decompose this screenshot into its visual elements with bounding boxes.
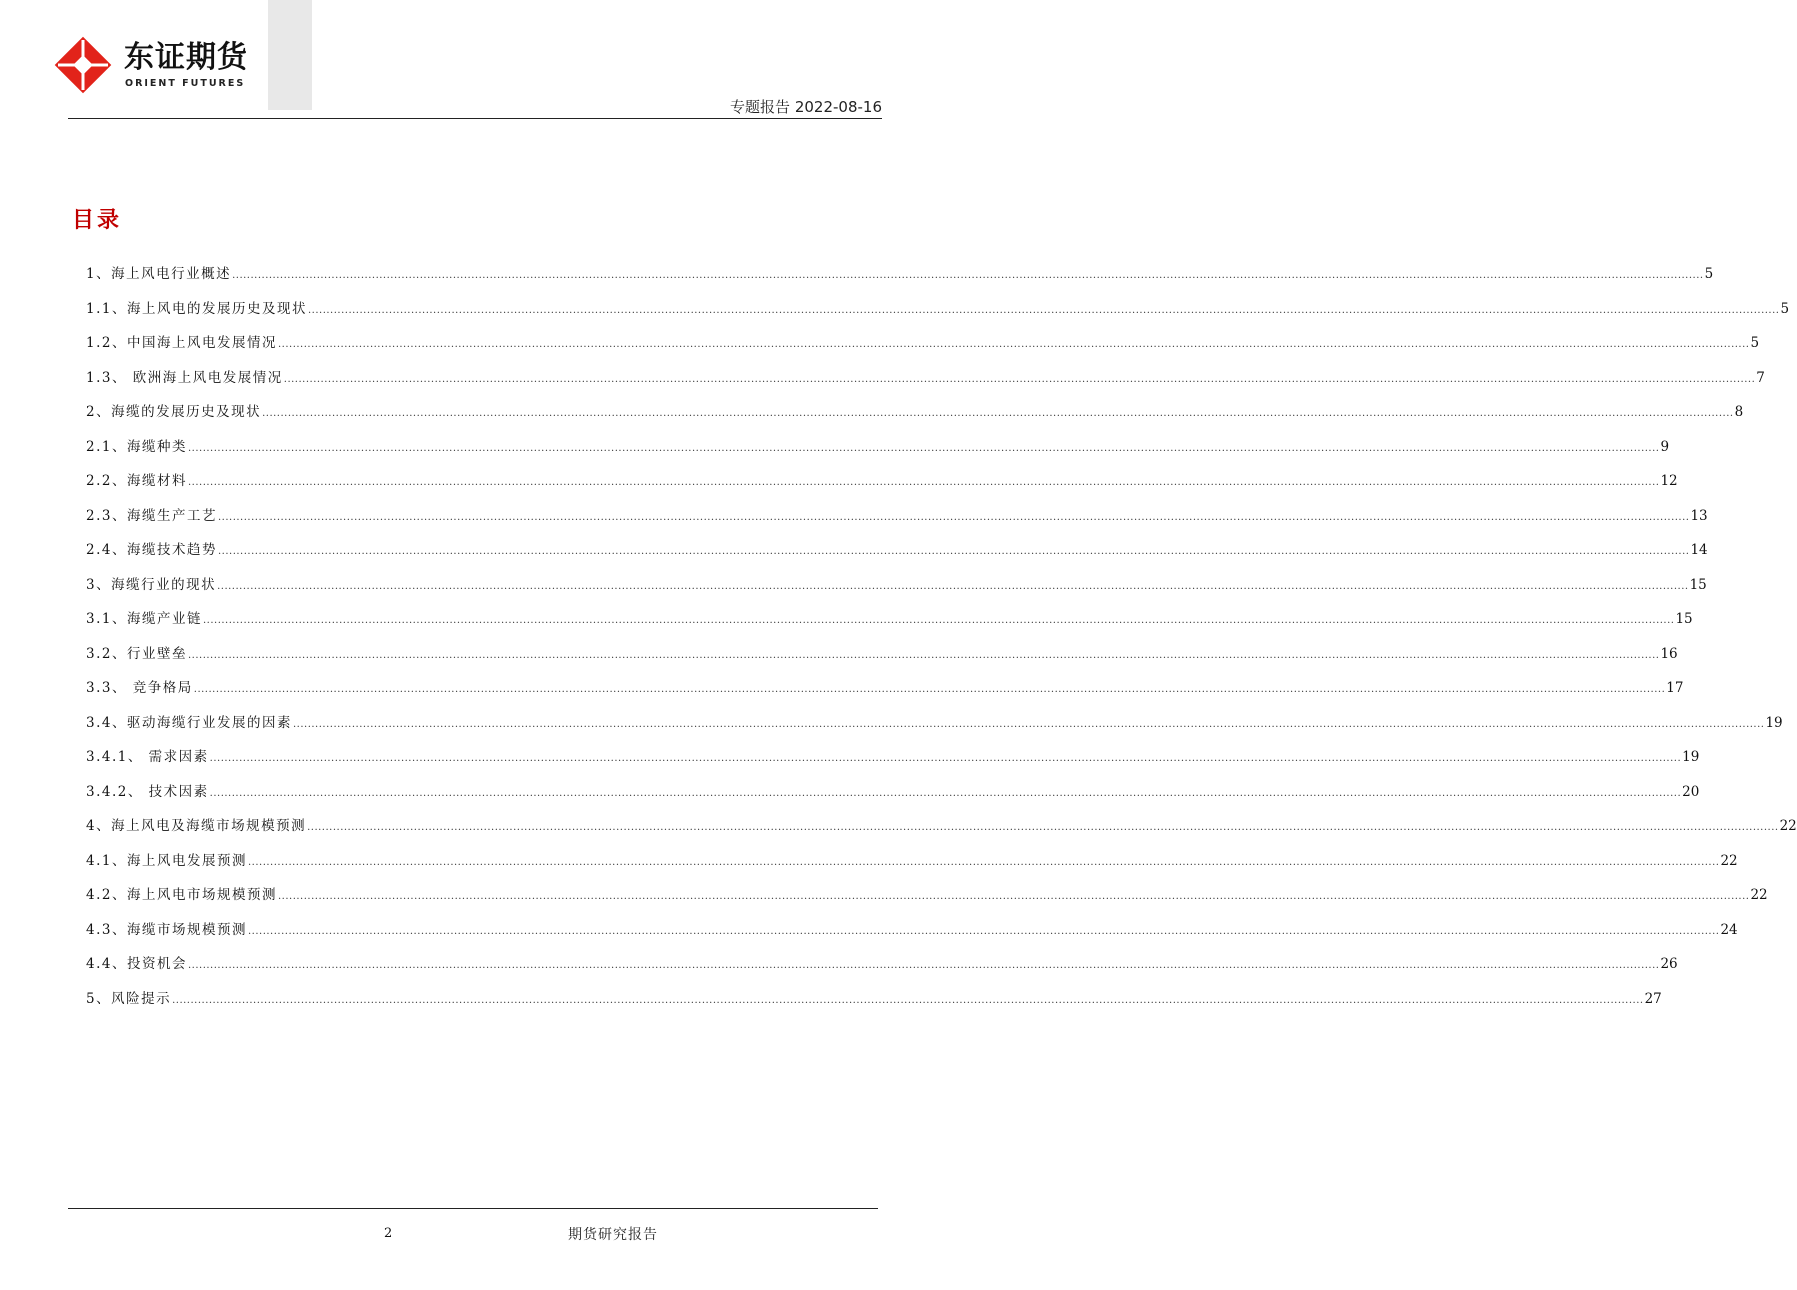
toc-dot-leader: ................................................................................................................................................................................................................................................................................................................................................................................................................ [217,580,1689,592]
toc-dot-leader: ................................................................................................................................................................................................................................................................................................................................................................................................................ [247,856,1720,868]
toc-entry[interactable] [86,366,1765,401]
toc-entry-label: 4、海上风电及海缆市场规模预测 [86,818,307,834]
toc-entry-page: 8 [1734,404,1744,420]
toc-entry[interactable] [86,400,1744,435]
toc-entry[interactable] [86,849,1738,884]
toc-entry-page: 5 [1704,266,1714,282]
toc-entry-label: 3.4、驱动海缆行业发展的因素 [86,714,292,731]
toc-dot-leader: ................................................................................................................................................................................................................................................................................................................................................................................................................ [262,408,1734,419]
toc-entry-page: 19 [1765,714,1783,731]
toc-entry-label: 1、海上风电行业概述 [86,266,232,282]
toc-dot-leader: ................................................................................................................................................................................................................................................................................................................................................................................................................ [187,649,1660,661]
toc-entry[interactable] [86,814,1797,849]
toc-dot-leader: ................................................................................................................................................................................................................................................................................................................................................................................................................ [209,787,1682,799]
toc-dot-leader: ................................................................................................................................................................................................................................................................................................................................................................................................................ [187,477,1660,488]
toc-entry-page: 13 [1690,507,1708,524]
toc-entry[interactable] [86,331,1760,366]
toc-entry-page: 19 [1682,749,1700,765]
toc-entry-page: 22 [1750,887,1768,903]
toc-entry[interactable] [86,952,1678,987]
toc-entry[interactable] [86,676,1684,711]
toc-entry[interactable] [86,504,1708,539]
toc-entry[interactable] [86,607,1693,642]
footer-report-type: 期货研究报告 [568,1227,658,1243]
toc-entry[interactable] [86,469,1678,504]
toc-entry-label: 2.2、海缆材料 [86,473,187,489]
toc-entry-page: 27 [1644,990,1662,1007]
toc-entry-label: 2.3、海缆生产工艺 [86,507,217,524]
table-of-contents [86,262,1797,1021]
toc-entry[interactable] [86,297,1790,332]
toc-entry[interactable] [86,780,1700,815]
toc-entry-page: 14 [1690,542,1708,558]
orient-futures-logo-icon [54,36,112,94]
header-divider [68,118,882,119]
toc-dot-leader: ................................................................................................................................................................................................................................................................................................................................................................................................................ [217,511,1690,523]
toc-dot-leader: ................................................................................................................................................................................................................................................................................................................................................................................................................ [187,960,1660,971]
toc-entry-label: 3.1、海缆产业链 [86,611,202,627]
header-decorative-band [268,0,312,110]
toc-entry-page: 16 [1660,645,1678,662]
toc-entry-page: 22 [1779,818,1797,834]
toc-entry[interactable] [86,745,1700,780]
toc-entry-label: 4.1、海上风电发展预测 [86,852,247,869]
toc-entry[interactable] [86,538,1708,573]
toc-entry[interactable] [86,573,1707,608]
toc-entry-page: 24 [1720,921,1738,938]
toc-entry-label: 3、海缆行业的现状 [86,576,217,593]
toc-entry-label: 5、风险提示 [86,990,172,1007]
toc-dot-leader: ................................................................................................................................................................................................................................................................................................................................................................................................................ [247,925,1720,937]
toc-entry[interactable] [86,918,1738,953]
toc-entry-page: 15 [1689,576,1707,593]
toc-entry-label: 3.4.2、 技术因素 [86,783,209,800]
toc-entry-page: 17 [1666,680,1684,696]
toc-dot-leader: ................................................................................................................................................................................................................................................................................................................................................................................................................ [307,822,1779,833]
toc-entry-page: 20 [1682,783,1700,800]
toc-entry-page: 22 [1720,852,1738,869]
toc-entry[interactable] [86,711,1783,746]
toc-entry-page: 9 [1660,438,1670,455]
toc-entry-label: 4.3、海缆市场规模预测 [86,921,247,938]
toc-entry[interactable] [86,642,1678,677]
toc-dot-leader: ................................................................................................................................................................................................................................................................................................................................................................................................................ [232,270,1704,281]
toc-dot-leader: ................................................................................................................................................................................................................................................................................................................................................................................................................ [217,546,1690,557]
toc-dot-leader: ................................................................................................................................................................................................................................................................................................................................................................................................................ [187,442,1660,454]
toc-entry-page: 5 [1780,300,1790,317]
toc-entry-label: 1.3、 欧洲海上风电发展情况 [86,369,283,386]
toc-dot-leader: ................................................................................................................................................................................................................................................................................................................................................................................................................ [193,684,1666,695]
toc-entry[interactable] [86,435,1670,470]
toc-entry-label: 3.3、 竞争格局 [86,680,193,696]
toc-dot-leader: ................................................................................................................................................................................................................................................................................................................................................................................................................ [283,373,1756,385]
toc-dot-leader: ................................................................................................................................................................................................................................................................................................................................................................................................................ [307,304,1780,316]
toc-entry-label: 3.4.1、 需求因素 [86,749,209,765]
toc-dot-leader: ................................................................................................................................................................................................................................................................................................................................................................................................................ [202,615,1675,626]
toc-entry-page: 7 [1756,369,1765,386]
toc-entry-label: 2.4、海缆技术趋势 [86,542,217,558]
toc-entry-label: 2、海缆的发展历史及现状 [86,404,262,420]
footer-divider [68,1208,878,1209]
logo-chinese-name: 东证期货 [124,40,248,75]
toc-dot-leader: ................................................................................................................................................................................................................................................................................................................................................................................................................ [277,339,1750,350]
report-meta: 专题报告 2022-08-16 [730,98,882,116]
toc-entry[interactable] [86,262,1714,297]
footer-page-number: 2 [384,1226,393,1241]
toc-dot-leader: ................................................................................................................................................................................................................................................................................................................................................................................................................ [209,753,1682,764]
logo-english-name: ORIENT FUTURES [125,78,246,89]
toc-entry-label: 1.2、中国海上风电发展情况 [86,335,277,351]
toc-entry-page: 5 [1750,335,1760,351]
toc-entry-label: 4.4、投资机会 [86,956,187,972]
toc-entry-label: 3.2、行业壁垒 [86,645,187,662]
company-logo [54,36,294,98]
toc-entry[interactable] [86,883,1768,918]
toc-dot-leader: ................................................................................................................................................................................................................................................................................................................................................................................................................ [292,718,1765,730]
toc-title: 目录 [72,208,123,233]
toc-entry-label: 2.1、海缆种类 [86,438,187,455]
toc-entry-label: 1.1、海上风电的发展历史及现状 [86,300,307,317]
toc-entry-label: 4.2、海上风电市场规模预测 [86,887,277,903]
toc-entry-page: 15 [1675,611,1693,627]
toc-dot-leader: ................................................................................................................................................................................................................................................................................................................................................................................................................ [277,891,1750,902]
toc-entry-page: 12 [1660,473,1678,489]
toc-entry[interactable] [86,987,1662,1022]
toc-dot-leader: ................................................................................................................................................................................................................................................................................................................................................................................................................ [172,994,1644,1006]
toc-entry-page: 26 [1660,956,1678,972]
